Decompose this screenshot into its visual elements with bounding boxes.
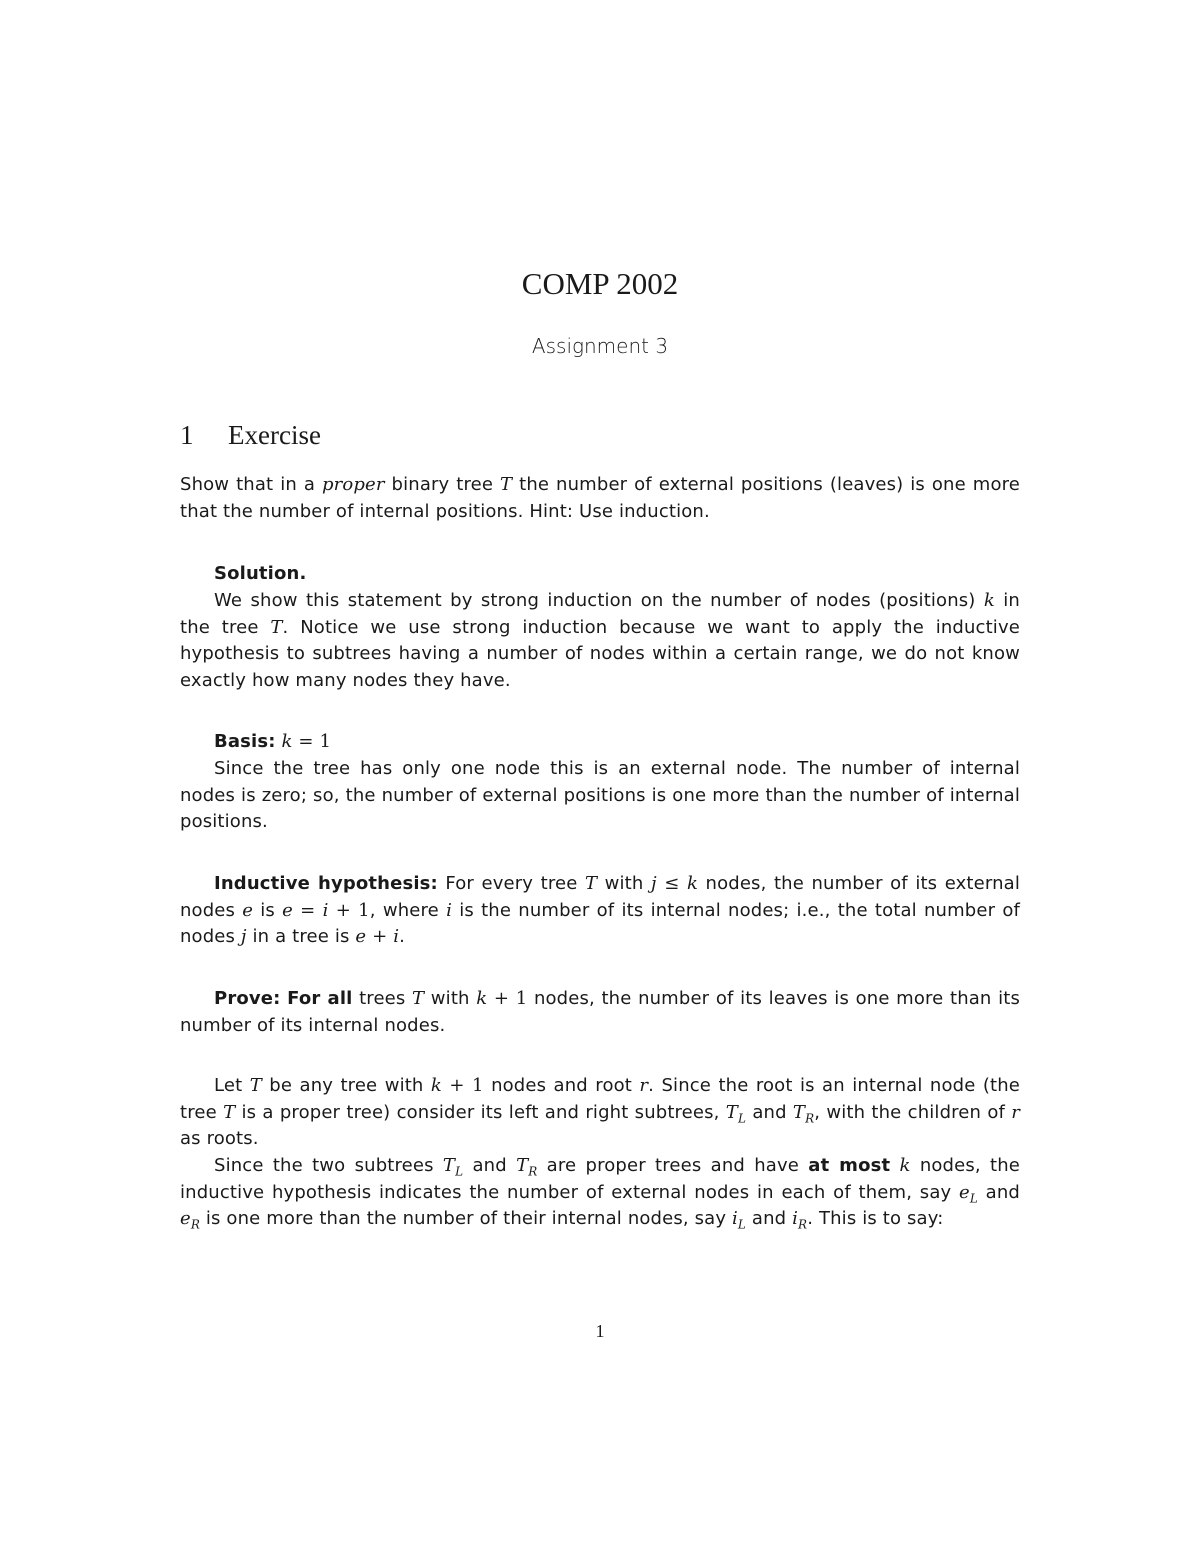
section-title: Exercise bbox=[228, 420, 321, 450]
let-paragraph: Let T be any tree with k + 1 nodes and root r. Since the root is an internal node (the tree T is a proper tree) consider its left and right subtrees, $T_L$ and $T_R$, with the children of r as roots. bbox=[180, 1075, 1021, 1149]
prove-paragraph: Prove: For all trees T with k + 1 nodes, the number of its leaves is one more than its number of its internal nodes. bbox=[180, 988, 1020, 1036]
section-heading bbox=[180, 416, 321, 454]
basis-label: Basis: k = 1 bbox=[214, 731, 332, 752]
since-paragraph: Since the two subtrees $T_L$ and $T_R$ are proper trees and have at most k nodes, the inductive hypothesis indicates the number of external nodes in each of them, say $e_L$ and $e_R$ is one more than the number of their internal nodes, say $i_L$ and $i_R$. This is to say: bbox=[180, 1155, 1021, 1232]
document-title: COMP 2002 bbox=[521, 266, 679, 301]
solution-label: Solution. bbox=[214, 563, 307, 584]
basis-paragraph: Since the tree has only one node this is an external node. The number of internal nodes is zero; so, the number of external positions is one more than the number of internal positions. bbox=[180, 758, 1020, 832]
document-subtitle: Assignment 3 bbox=[531, 334, 669, 358]
section-number: 1 bbox=[180, 420, 194, 450]
solution-paragraph: We show this statement by strong induction on the number of nodes (positions) k in the tree T. Notice we use strong induction because we want to apply the inductive hypothesis to subtrees having a number of nodes within a certain range, we do not know exactly how many nodes they have. bbox=[180, 590, 1020, 691]
page-number: 1 bbox=[595, 1321, 605, 1341]
hypothesis-paragraph: Inductive hypothesis: For every tree T with j ≤ k nodes, the number of its external nodes e is e = i + 1, where i is the number of its internal nodes; i.e., the total number of nodes j in a tree is e + i. bbox=[180, 873, 1020, 947]
proper-emphasis: proper bbox=[321, 474, 385, 495]
exercise-paragraph: Show that in a proper binary tree T the number of external positions (leaves) is one more that the number of internal positions. Hint: Use induction. bbox=[180, 474, 1020, 522]
